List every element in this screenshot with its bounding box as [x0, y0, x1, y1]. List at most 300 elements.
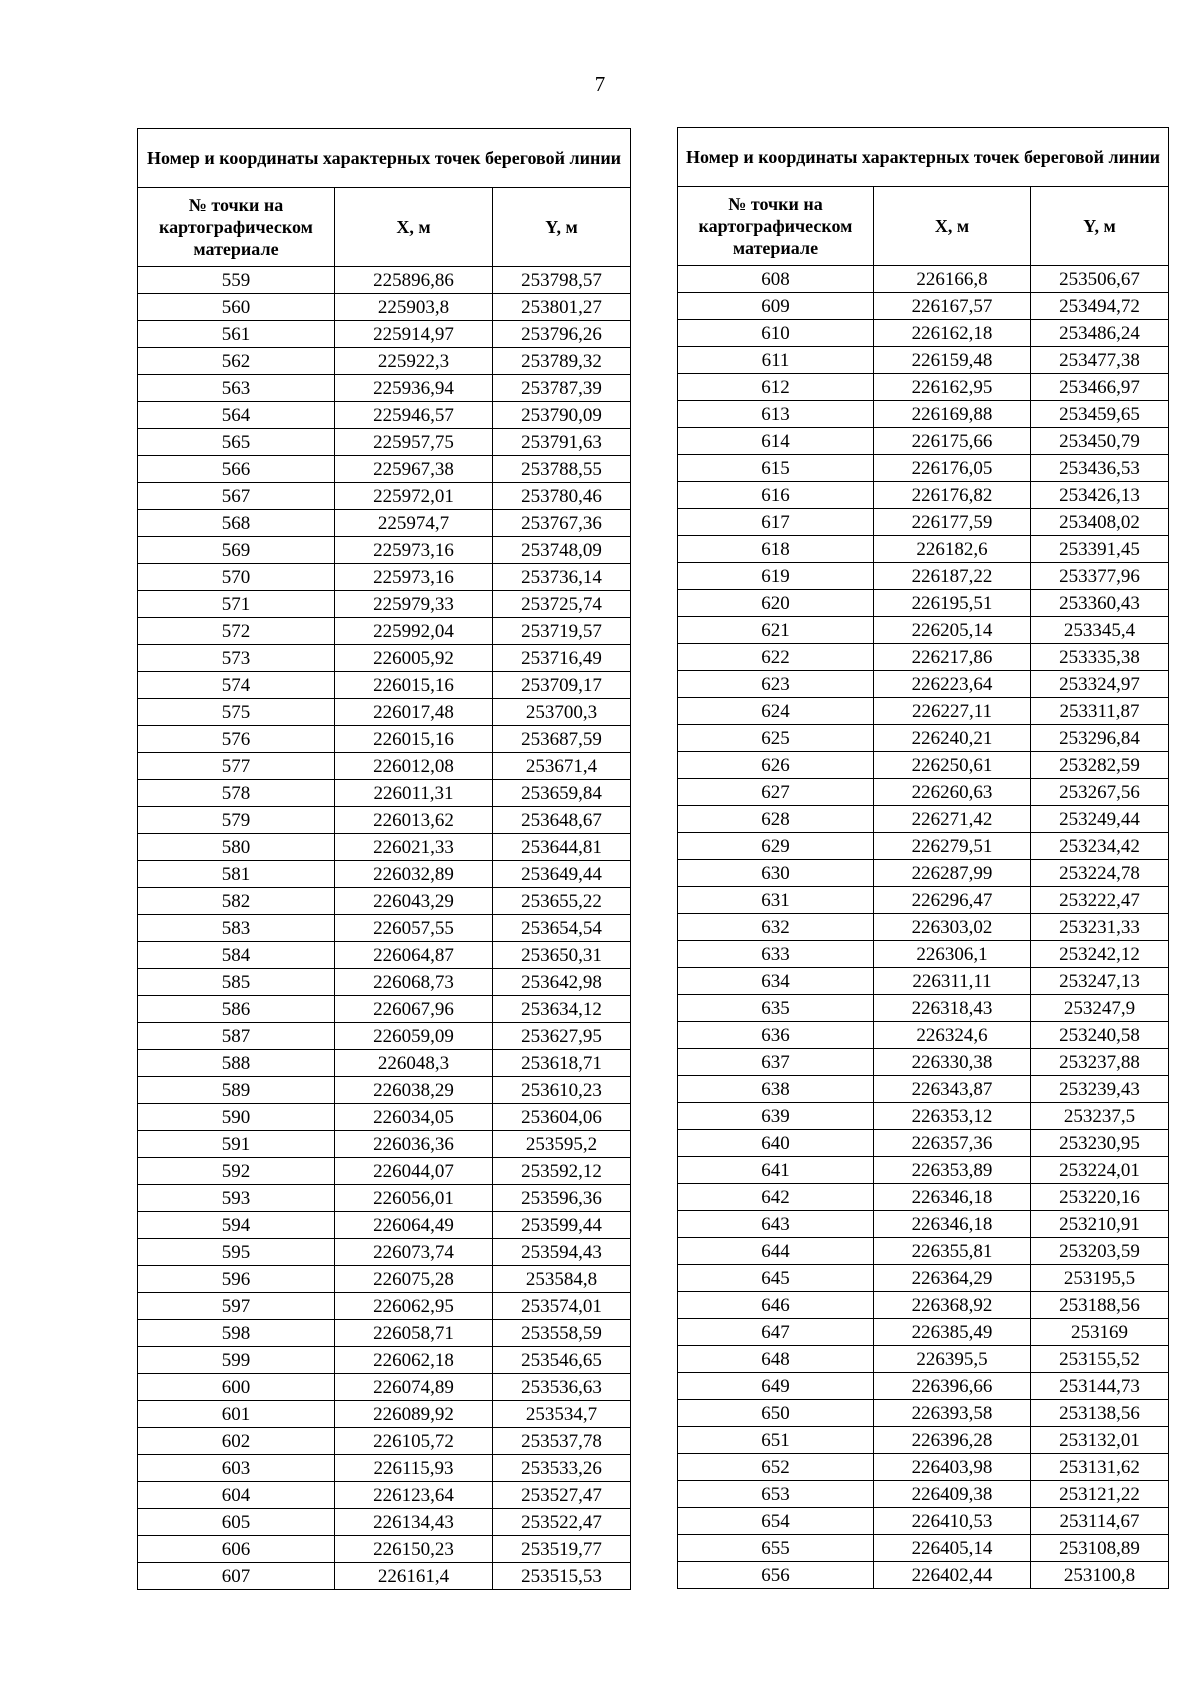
table-row — [678, 887, 1169, 914]
cell-y: 253494,72 — [1031, 293, 1169, 320]
cell-y: 253237,88 — [1031, 1049, 1169, 1076]
cell-y: 253748,09 — [493, 537, 631, 564]
cell-y: 253627,95 — [493, 1023, 631, 1050]
cell-y: 253450,79 — [1031, 428, 1169, 455]
cell-x: 226036,36 — [335, 1131, 493, 1158]
cell-x: 226368,92 — [874, 1292, 1031, 1319]
cell-point-number: 612 — [678, 374, 874, 401]
cell-y: 253155,52 — [1031, 1346, 1169, 1373]
table-row — [138, 672, 631, 699]
cell-y: 253671,4 — [493, 753, 631, 780]
cell-x: 226182,6 — [874, 536, 1031, 563]
cell-x: 226057,55 — [335, 915, 493, 942]
cell-x: 226250,61 — [874, 752, 1031, 779]
cell-x: 226056,01 — [335, 1185, 493, 1212]
cell-point-number: 629 — [678, 833, 874, 860]
cell-y: 253787,39 — [493, 375, 631, 402]
table-row — [678, 1346, 1169, 1373]
cell-x: 225896,86 — [335, 267, 493, 294]
table-row — [678, 1319, 1169, 1346]
table-row — [138, 591, 631, 618]
cell-point-number: 578 — [138, 780, 335, 807]
table-row — [138, 294, 631, 321]
cell-point-number: 650 — [678, 1400, 874, 1427]
cell-y: 253725,74 — [493, 591, 631, 618]
cell-point-number: 653 — [678, 1481, 874, 1508]
cell-x: 225974,7 — [335, 510, 493, 537]
cell-point-number: 615 — [678, 455, 874, 482]
cell-y: 253592,12 — [493, 1158, 631, 1185]
table-row — [678, 347, 1169, 374]
cell-x: 226021,33 — [335, 834, 493, 861]
cell-point-number: 574 — [138, 672, 335, 699]
cell-x: 225936,94 — [335, 375, 493, 402]
table-row — [678, 1535, 1169, 1562]
table-row — [138, 1185, 631, 1212]
cell-point-number: 568 — [138, 510, 335, 537]
cell-point-number: 637 — [678, 1049, 874, 1076]
cell-y: 253584,8 — [493, 1266, 631, 1293]
cell-point-number: 624 — [678, 698, 874, 725]
cell-y: 253700,3 — [493, 699, 631, 726]
table-title: Номер и координаты характерных точек береговой линии — [138, 129, 631, 188]
cell-x: 226279,51 — [874, 833, 1031, 860]
cell-x: 226223,64 — [874, 671, 1031, 698]
cell-y: 253247,13 — [1031, 968, 1169, 995]
cell-x: 226296,47 — [874, 887, 1031, 914]
cell-point-number: 582 — [138, 888, 335, 915]
cell-y: 253650,31 — [493, 942, 631, 969]
cell-x: 226402,44 — [874, 1562, 1031, 1589]
cell-y: 253224,01 — [1031, 1157, 1169, 1184]
cell-x: 225972,01 — [335, 483, 493, 510]
cell-point-number: 579 — [138, 807, 335, 834]
table-row — [678, 563, 1169, 590]
table-row — [138, 510, 631, 537]
column-header-point: № точки на картографическом материале — [678, 187, 874, 266]
cell-point-number: 565 — [138, 429, 335, 456]
table-row — [138, 1131, 631, 1158]
table-row — [138, 1239, 631, 1266]
cell-y: 253791,63 — [493, 429, 631, 456]
cell-y: 253311,87 — [1031, 698, 1169, 725]
cell-y: 253108,89 — [1031, 1535, 1169, 1562]
table-row — [138, 402, 631, 429]
table-row — [678, 941, 1169, 968]
table-row — [678, 1508, 1169, 1535]
cell-x: 226038,29 — [335, 1077, 493, 1104]
cell-y: 253536,63 — [493, 1374, 631, 1401]
table-row — [138, 456, 631, 483]
table-row — [138, 483, 631, 510]
table-row — [138, 1320, 631, 1347]
cell-point-number: 566 — [138, 456, 335, 483]
cell-point-number: 573 — [138, 645, 335, 672]
cell-y: 253533,26 — [493, 1455, 631, 1482]
cell-y: 253296,84 — [1031, 725, 1169, 752]
table-row — [678, 806, 1169, 833]
cell-y: 253324,97 — [1031, 671, 1169, 698]
cell-x: 226089,92 — [335, 1401, 493, 1428]
cell-x: 226064,87 — [335, 942, 493, 969]
cell-y: 253788,55 — [493, 456, 631, 483]
cell-point-number: 619 — [678, 563, 874, 590]
cell-y: 253599,44 — [493, 1212, 631, 1239]
cell-point-number: 603 — [138, 1455, 335, 1482]
table-body — [678, 266, 1169, 1589]
table-row — [678, 752, 1169, 779]
table-row — [138, 807, 631, 834]
table-row — [138, 1347, 631, 1374]
cell-y: 253466,97 — [1031, 374, 1169, 401]
cell-x: 226195,51 — [874, 590, 1031, 617]
cell-point-number: 585 — [138, 969, 335, 996]
cell-x: 226311,11 — [874, 968, 1031, 995]
cell-x: 226074,89 — [335, 1374, 493, 1401]
cell-y: 253360,43 — [1031, 590, 1169, 617]
cell-point-number: 561 — [138, 321, 335, 348]
cell-point-number: 649 — [678, 1373, 874, 1400]
cell-point-number: 599 — [138, 1347, 335, 1374]
table-row — [138, 1563, 631, 1590]
table-row — [678, 266, 1169, 293]
cell-y: 253100,8 — [1031, 1562, 1169, 1589]
cell-point-number: 625 — [678, 725, 874, 752]
cell-point-number: 631 — [678, 887, 874, 914]
table-row — [138, 1536, 631, 1563]
cell-x: 226067,96 — [335, 996, 493, 1023]
cell-x: 226205,14 — [874, 617, 1031, 644]
cell-point-number: 570 — [138, 564, 335, 591]
table-row — [678, 1157, 1169, 1184]
table-row — [678, 482, 1169, 509]
cell-y: 253267,56 — [1031, 779, 1169, 806]
cell-y: 253801,27 — [493, 294, 631, 321]
cell-point-number: 594 — [138, 1212, 335, 1239]
cell-x: 226068,73 — [335, 969, 493, 996]
cell-x: 226162,95 — [874, 374, 1031, 401]
cell-x: 226044,07 — [335, 1158, 493, 1185]
coordinates-table-right — [677, 127, 1169, 1589]
table-row — [678, 1211, 1169, 1238]
cell-x: 226396,66 — [874, 1373, 1031, 1400]
cell-point-number: 569 — [138, 537, 335, 564]
cell-x: 226048,3 — [335, 1050, 493, 1077]
cell-x: 226410,53 — [874, 1508, 1031, 1535]
table-row — [678, 1373, 1169, 1400]
cell-y: 253237,5 — [1031, 1103, 1169, 1130]
cell-y: 253222,47 — [1031, 887, 1169, 914]
cell-point-number: 642 — [678, 1184, 874, 1211]
cell-x: 226064,49 — [335, 1212, 493, 1239]
cell-y: 253132,01 — [1031, 1427, 1169, 1454]
cell-x: 226396,28 — [874, 1427, 1031, 1454]
table-row — [678, 671, 1169, 698]
cell-y: 253486,24 — [1031, 320, 1169, 347]
table-row — [678, 1562, 1169, 1589]
cell-x: 226059,09 — [335, 1023, 493, 1050]
table-row — [678, 374, 1169, 401]
cell-point-number: 634 — [678, 968, 874, 995]
cell-y: 253610,23 — [493, 1077, 631, 1104]
cell-point-number: 571 — [138, 591, 335, 618]
cell-point-number: 593 — [138, 1185, 335, 1212]
cell-y: 253188,56 — [1031, 1292, 1169, 1319]
cell-point-number: 621 — [678, 617, 874, 644]
cell-point-number: 591 — [138, 1131, 335, 1158]
cell-x: 226306,1 — [874, 941, 1031, 968]
cell-y: 253391,45 — [1031, 536, 1169, 563]
cell-y: 253144,73 — [1031, 1373, 1169, 1400]
table-row — [678, 1292, 1169, 1319]
cell-y: 253648,67 — [493, 807, 631, 834]
cell-y: 253506,67 — [1031, 266, 1169, 293]
cell-point-number: 622 — [678, 644, 874, 671]
cell-point-number: 608 — [678, 266, 874, 293]
cell-x: 226115,93 — [335, 1455, 493, 1482]
cell-x: 226271,42 — [874, 806, 1031, 833]
table-row — [678, 644, 1169, 671]
cell-y: 253790,09 — [493, 402, 631, 429]
cell-y: 253574,01 — [493, 1293, 631, 1320]
cell-y: 253477,38 — [1031, 347, 1169, 374]
table-row — [678, 968, 1169, 995]
cell-x: 226355,81 — [874, 1238, 1031, 1265]
table-row — [678, 1427, 1169, 1454]
cell-y: 253642,98 — [493, 969, 631, 996]
table-row — [138, 267, 631, 294]
cell-y: 253220,16 — [1031, 1184, 1169, 1211]
cell-x: 226346,18 — [874, 1184, 1031, 1211]
column-header-x: X, м — [874, 187, 1031, 266]
cell-x: 226217,86 — [874, 644, 1031, 671]
cell-point-number: 601 — [138, 1401, 335, 1428]
table-row — [678, 590, 1169, 617]
cell-y: 253426,13 — [1031, 482, 1169, 509]
cell-y: 253596,36 — [493, 1185, 631, 1212]
cell-y: 253210,91 — [1031, 1211, 1169, 1238]
cell-y: 253595,2 — [493, 1131, 631, 1158]
cell-point-number: 600 — [138, 1374, 335, 1401]
cell-y: 253644,81 — [493, 834, 631, 861]
cell-y: 253230,95 — [1031, 1130, 1169, 1157]
cell-point-number: 613 — [678, 401, 874, 428]
table-row — [678, 779, 1169, 806]
table-row — [678, 1265, 1169, 1292]
cell-y: 253121,22 — [1031, 1481, 1169, 1508]
cell-point-number: 640 — [678, 1130, 874, 1157]
cell-x: 225979,33 — [335, 591, 493, 618]
table-row — [138, 942, 631, 969]
cell-y: 253377,96 — [1031, 563, 1169, 590]
cell-x: 225903,8 — [335, 294, 493, 321]
cell-point-number: 586 — [138, 996, 335, 1023]
cell-y: 253242,12 — [1031, 941, 1169, 968]
cell-point-number: 607 — [138, 1563, 335, 1590]
cell-x: 226177,59 — [874, 509, 1031, 536]
cell-x: 225946,57 — [335, 402, 493, 429]
cell-y: 253195,5 — [1031, 1265, 1169, 1292]
cell-x: 226123,64 — [335, 1482, 493, 1509]
cell-point-number: 614 — [678, 428, 874, 455]
cell-y: 253519,77 — [493, 1536, 631, 1563]
cell-x: 226034,05 — [335, 1104, 493, 1131]
cell-y: 253649,44 — [493, 861, 631, 888]
cell-y: 253515,53 — [493, 1563, 631, 1590]
cell-y: 253527,47 — [493, 1482, 631, 1509]
column-header-point: № точки на картографическом материале — [138, 188, 335, 267]
cell-point-number: 635 — [678, 995, 874, 1022]
cell-point-number: 617 — [678, 509, 874, 536]
cell-y: 253224,78 — [1031, 860, 1169, 887]
cell-x: 226357,36 — [874, 1130, 1031, 1157]
cell-y: 253131,62 — [1031, 1454, 1169, 1481]
cell-x: 226364,29 — [874, 1265, 1031, 1292]
cell-point-number: 627 — [678, 779, 874, 806]
cell-y: 253789,32 — [493, 348, 631, 375]
cell-point-number: 609 — [678, 293, 874, 320]
table-row — [138, 888, 631, 915]
cell-x: 226017,48 — [335, 699, 493, 726]
page-number: 7 — [594, 72, 606, 96]
cell-point-number: 560 — [138, 294, 335, 321]
cell-point-number: 575 — [138, 699, 335, 726]
cell-x: 226303,02 — [874, 914, 1031, 941]
cell-point-number: 645 — [678, 1265, 874, 1292]
table-row — [678, 1130, 1169, 1157]
cell-y: 253169 — [1031, 1319, 1169, 1346]
cell-x: 225967,38 — [335, 456, 493, 483]
cell-x: 226105,72 — [335, 1428, 493, 1455]
cell-y: 253282,59 — [1031, 752, 1169, 779]
cell-point-number: 644 — [678, 1238, 874, 1265]
cell-x: 226169,88 — [874, 401, 1031, 428]
cell-y: 253798,57 — [493, 267, 631, 294]
table-row — [138, 915, 631, 942]
cell-point-number: 620 — [678, 590, 874, 617]
table-row — [678, 1184, 1169, 1211]
cell-x: 226058,71 — [335, 1320, 493, 1347]
cell-x: 226043,29 — [335, 888, 493, 915]
cell-x: 226260,63 — [874, 779, 1031, 806]
cell-x: 226227,11 — [874, 698, 1031, 725]
cell-x: 226166,8 — [874, 266, 1031, 293]
table-row — [138, 375, 631, 402]
cell-point-number: 576 — [138, 726, 335, 753]
cell-point-number: 618 — [678, 536, 874, 563]
cell-point-number: 633 — [678, 941, 874, 968]
cell-x: 226287,99 — [874, 860, 1031, 887]
cell-x: 226012,08 — [335, 753, 493, 780]
cell-x: 226385,49 — [874, 1319, 1031, 1346]
cell-y: 253138,56 — [1031, 1400, 1169, 1427]
cell-point-number: 596 — [138, 1266, 335, 1293]
table-row — [678, 1238, 1169, 1265]
cell-point-number: 623 — [678, 671, 874, 698]
cell-point-number: 587 — [138, 1023, 335, 1050]
cell-point-number: 611 — [678, 347, 874, 374]
table-row — [138, 780, 631, 807]
cell-x: 226175,66 — [874, 428, 1031, 455]
cell-x: 226240,21 — [874, 725, 1031, 752]
table-row — [138, 1050, 631, 1077]
cell-y: 253767,36 — [493, 510, 631, 537]
cell-point-number: 628 — [678, 806, 874, 833]
cell-point-number: 580 — [138, 834, 335, 861]
cell-x: 226161,4 — [335, 1563, 493, 1590]
cell-x: 226176,05 — [874, 455, 1031, 482]
cell-point-number: 652 — [678, 1454, 874, 1481]
table-row — [678, 698, 1169, 725]
cell-y: 253203,59 — [1031, 1238, 1169, 1265]
table-row — [678, 1454, 1169, 1481]
column-header-y: Y, м — [1031, 187, 1169, 266]
cell-x: 226353,12 — [874, 1103, 1031, 1130]
table-row — [678, 455, 1169, 482]
cell-point-number: 598 — [138, 1320, 335, 1347]
table-row — [138, 348, 631, 375]
table-row — [678, 1076, 1169, 1103]
cell-y: 253239,43 — [1031, 1076, 1169, 1103]
cell-y: 253618,71 — [493, 1050, 631, 1077]
cell-point-number: 626 — [678, 752, 874, 779]
cell-x: 226187,22 — [874, 563, 1031, 590]
cell-point-number: 643 — [678, 1211, 874, 1238]
cell-x: 226013,62 — [335, 807, 493, 834]
cell-y: 253522,47 — [493, 1509, 631, 1536]
table-body — [138, 267, 631, 1590]
cell-y: 253546,65 — [493, 1347, 631, 1374]
table-row — [138, 1077, 631, 1104]
cell-x: 225992,04 — [335, 618, 493, 645]
cell-x: 226343,87 — [874, 1076, 1031, 1103]
table-row — [678, 509, 1169, 536]
cell-point-number: 656 — [678, 1562, 874, 1589]
cell-x: 226346,18 — [874, 1211, 1031, 1238]
cell-x: 225973,16 — [335, 537, 493, 564]
cell-point-number: 589 — [138, 1077, 335, 1104]
table-row — [678, 833, 1169, 860]
cell-x: 226162,18 — [874, 320, 1031, 347]
table-row — [678, 320, 1169, 347]
cell-y: 253345,4 — [1031, 617, 1169, 644]
cell-y: 253558,59 — [493, 1320, 631, 1347]
cell-y: 253604,06 — [493, 1104, 631, 1131]
cell-point-number: 564 — [138, 402, 335, 429]
cell-y: 253114,67 — [1031, 1508, 1169, 1535]
cell-point-number: 630 — [678, 860, 874, 887]
cell-y: 253247,9 — [1031, 995, 1169, 1022]
table-row — [138, 861, 631, 888]
table-row — [138, 1104, 631, 1131]
cell-y: 253719,57 — [493, 618, 631, 645]
table-row — [138, 429, 631, 456]
table-row — [138, 1266, 631, 1293]
cell-point-number: 638 — [678, 1076, 874, 1103]
cell-y: 253534,7 — [493, 1401, 631, 1428]
table-row — [678, 617, 1169, 644]
cell-point-number: 605 — [138, 1509, 335, 1536]
cell-point-number: 654 — [678, 1508, 874, 1535]
coordinates-table-left — [137, 128, 631, 1590]
table-row — [678, 428, 1169, 455]
cell-x: 226395,5 — [874, 1346, 1031, 1373]
cell-point-number: 577 — [138, 753, 335, 780]
cell-x: 226062,95 — [335, 1293, 493, 1320]
cell-y: 253736,14 — [493, 564, 631, 591]
table-row — [138, 726, 631, 753]
cell-point-number: 592 — [138, 1158, 335, 1185]
